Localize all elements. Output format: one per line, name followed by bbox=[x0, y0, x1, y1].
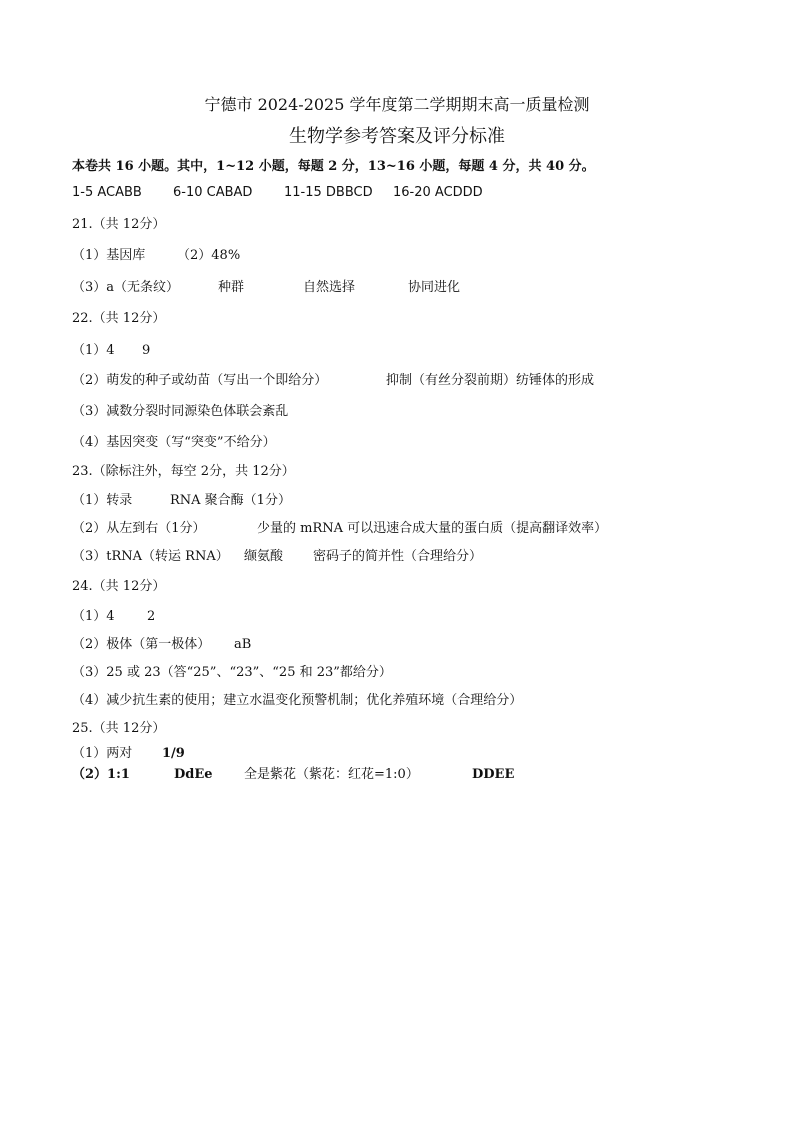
answer-part: （2）从左到右（1分） bbox=[72, 521, 206, 536]
mc-group-2: 6-10 CABAD bbox=[173, 185, 253, 200]
answer-part: （4）基因突变（写“突变”不给分） bbox=[72, 435, 276, 450]
answer-part: （1）基因库 bbox=[72, 248, 146, 263]
answer-part: RNA 聚合酶（1分） bbox=[170, 493, 291, 508]
answer-part: DDEE bbox=[472, 767, 515, 782]
question-heading: 22.（共 12分） bbox=[72, 311, 166, 326]
answer-part: 缬氨酸 bbox=[244, 549, 284, 564]
answer-part: 2 bbox=[147, 609, 156, 624]
answer-part: （2）极体（第一极体） bbox=[72, 637, 211, 652]
document-title: 宁德市 2024-2025 学年度第二学期期末高一质量检测 bbox=[204, 95, 590, 114]
answer-part: 少量的 mRNA 可以迅速合成大量的蛋白质（提高翻译效率） bbox=[257, 521, 608, 536]
answer-part: （2）萌发的种子或幼苗（写出一个即给分） bbox=[72, 373, 328, 388]
answer-part: 1/9 bbox=[162, 746, 185, 761]
answer-part: （3）减数分裂时同源染色体联会紊乱 bbox=[72, 404, 289, 419]
answer-part: （1）两对 bbox=[72, 746, 133, 761]
answer-part: （4）减少抗生素的使用；建立水温变化预警机制；优化养殖环境（合理给分） bbox=[72, 693, 523, 708]
answer-part: （1）转录 bbox=[72, 493, 133, 508]
answer-part: aB bbox=[234, 637, 252, 652]
document-subtitle: 生物学参考答案及评分标准 bbox=[289, 126, 505, 147]
answer-part: （2）48% bbox=[177, 248, 241, 263]
mc-group-1: 1-5 ACABB bbox=[72, 185, 142, 200]
answer-part: （3）tRNA（转运 RNA） bbox=[72, 549, 229, 564]
question-heading: 23.（除标注外，每空 2分，共 12分） bbox=[72, 464, 295, 479]
answer-part: （3）25 或 23（答“25”、“23”、“25 和 23”都给分） bbox=[72, 665, 392, 680]
mc-group-3: 11-15 DBBCD bbox=[284, 185, 373, 200]
answer-part: 全是紫花（紫花：红花=1:0） bbox=[244, 767, 419, 782]
mc-group-4: 16-20 ACDDD bbox=[393, 185, 483, 200]
answer-part: （1）4 bbox=[72, 609, 115, 624]
answer-part: 种群 bbox=[218, 280, 245, 295]
answer-part: 9 bbox=[142, 343, 151, 358]
answer-part: （3）a（无条纹） bbox=[72, 280, 180, 295]
answer-part: （2）1:1 bbox=[72, 767, 130, 782]
answer-part: 密码子的简并性（合理给分） bbox=[313, 549, 483, 564]
answer-part: 协同进化 bbox=[408, 280, 461, 295]
answer-part: DdEe bbox=[174, 767, 213, 782]
scoring-intro: 本卷共 16 小题。其中，1~12 小题，每题 2 分，13~16 小题，每题 4 分，共 40 分。 bbox=[72, 159, 595, 174]
question-heading: 25.（共 12分） bbox=[72, 721, 166, 736]
question-heading: 24.（共 12分） bbox=[72, 579, 166, 594]
answer-part: 抑制（有丝分裂前期）纺锤体的形成 bbox=[386, 373, 595, 388]
answer-part: （1）4 bbox=[72, 343, 115, 358]
question-heading: 21.（共 12分） bbox=[72, 217, 166, 232]
answer-part: 自然选择 bbox=[303, 280, 356, 295]
